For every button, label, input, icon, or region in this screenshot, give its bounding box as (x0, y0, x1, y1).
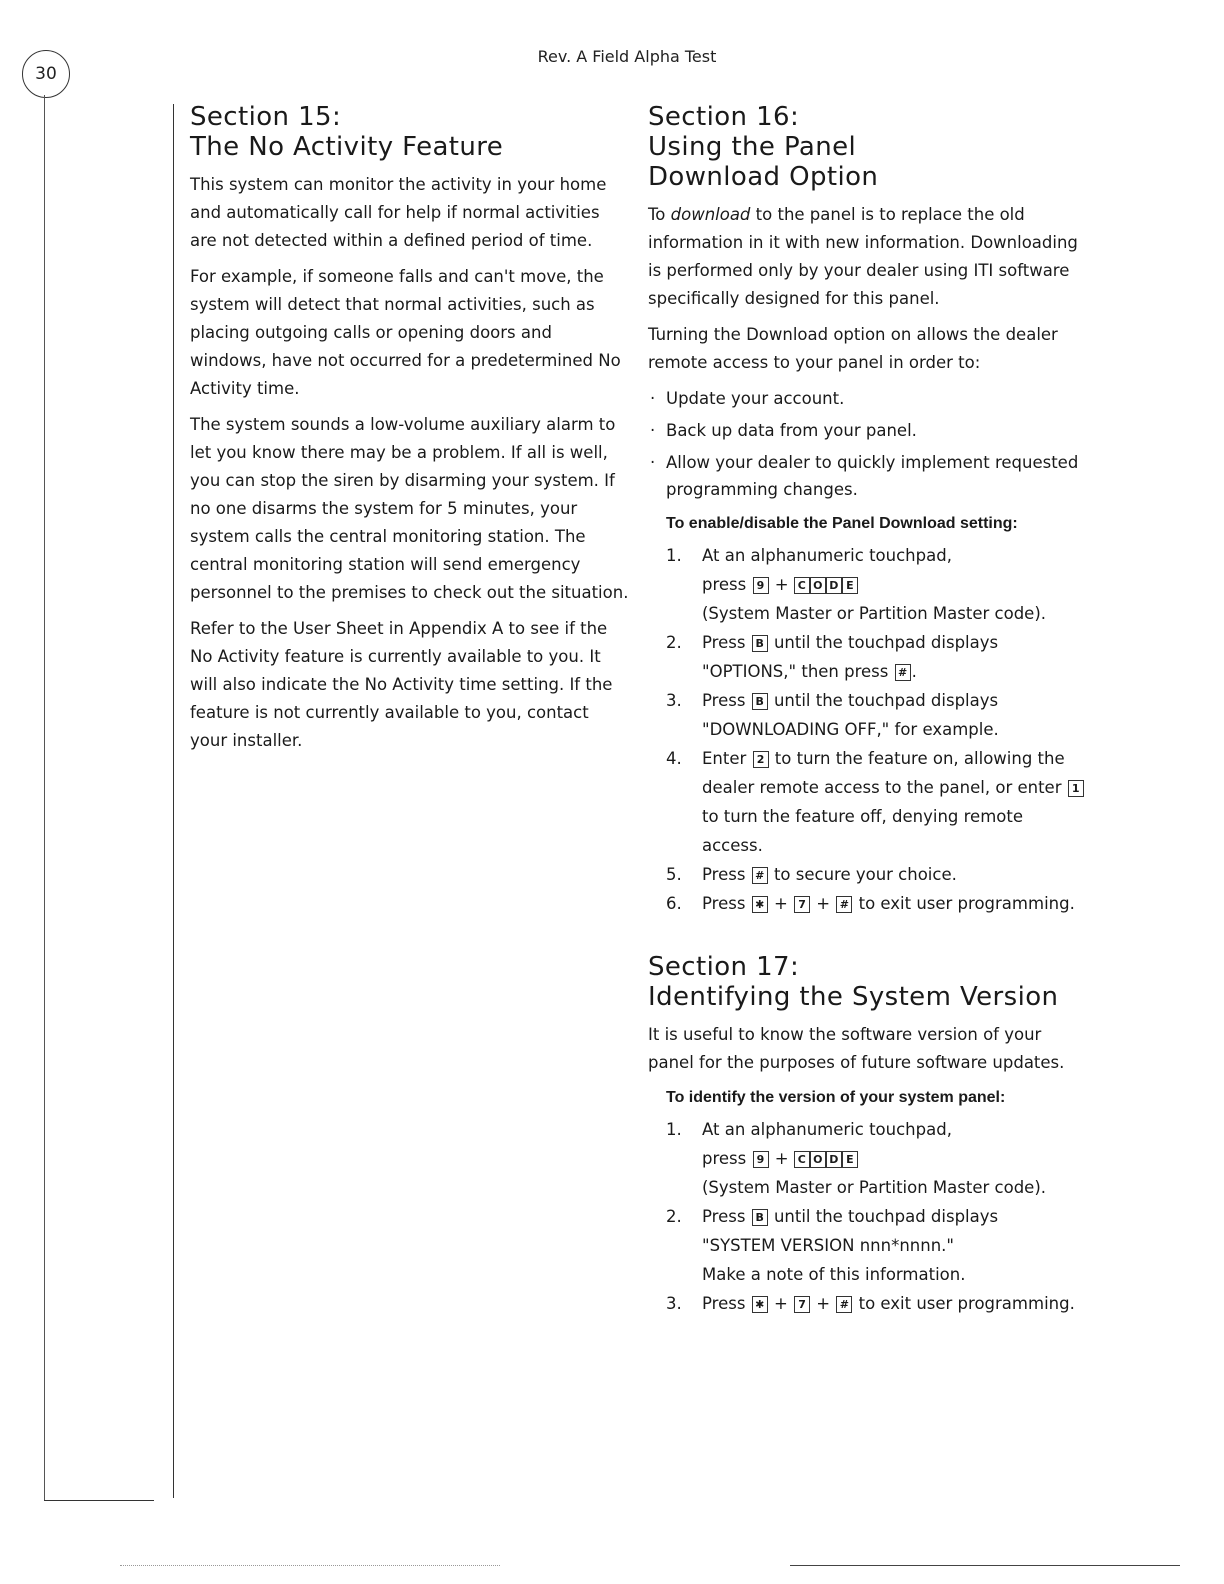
section-16-title-line2: Using the Panel (648, 132, 857, 162)
list-item-text: Update your account. (666, 389, 845, 408)
step-text: until the touchpad displays (773, 1207, 999, 1226)
step-number: 5. (666, 865, 682, 884)
section-17-title-line1: Section 17: (648, 952, 800, 982)
step-text: Enter (702, 749, 747, 768)
scan-artifact (790, 1565, 1180, 1566)
step-text: At an alphanumeric touchpad, (702, 546, 952, 565)
step-number: 6. (666, 894, 682, 913)
intro-post: to the panel is to replace the old information in it with new information. Downloading is performed only by your dealer using ITI software specifically designed for this panel. (648, 205, 1078, 308)
key-e-icon: E (842, 1151, 858, 1168)
bullet-icon: · (650, 453, 656, 472)
step-item: 2. Press B until the touchpad displays "OPTIONS," then press # . (648, 628, 1088, 686)
margin-rule (44, 95, 45, 1501)
section-17-title (648, 952, 1088, 1012)
step-item (648, 541, 1088, 628)
section-16-para-2: Turning the Download option on allows the dealer remote access to your panel in order to: (648, 325, 1058, 372)
key-hash-icon: # (836, 896, 852, 913)
step-text: to secure your choice. (773, 865, 957, 884)
section-15-para-1: This system can monitor the activity in your home and automatically call for help if normal activities are not detected within a defined period of time. (190, 175, 607, 250)
key-7-icon: 7 (794, 1296, 810, 1313)
step-number: 3. (666, 1294, 682, 1313)
section-16-title (648, 102, 1088, 192)
section-17-procedure-heading: To identify the version of your system panel: (666, 1089, 1006, 1106)
key-d-icon: D (826, 1151, 842, 1168)
section-16-steps (648, 541, 1088, 918)
plus-sign: + (816, 1294, 831, 1313)
key-7-icon: 7 (794, 896, 810, 913)
step-item (648, 1115, 1088, 1202)
step-number: 2. (666, 1207, 682, 1226)
key-c-icon: C (794, 1151, 810, 1168)
intro-emphasis: download (670, 205, 751, 224)
section-16-title-line3: Download Option (648, 162, 879, 192)
code-keys (794, 1149, 858, 1168)
key-b-icon: B (752, 693, 768, 710)
key-o-icon: O (810, 577, 826, 594)
key-hash-icon: # (752, 867, 768, 884)
section-15-title (190, 102, 630, 162)
section-17-title-line2: Identifying the System Version (648, 982, 1059, 1012)
step-item (648, 1289, 1088, 1318)
plus-sign: + (816, 894, 831, 913)
left-column (190, 102, 630, 763)
step-note: (System Master or Partition Master code). (702, 604, 1047, 623)
key-star-icon: ✱ (752, 1296, 768, 1313)
list-item (648, 385, 1088, 412)
step-item (648, 1202, 1088, 1289)
step-number: 2. (666, 633, 682, 652)
download-benefits-list (648, 385, 1088, 503)
key-e-icon: E (842, 577, 858, 594)
step-number: 3. (666, 691, 682, 710)
list-item-text: Allow your dealer to quickly implement requested programming changes. (666, 453, 1079, 499)
key-hash-icon: # (836, 1296, 852, 1313)
right-column (648, 102, 1088, 1318)
key-9-icon: 9 (753, 1151, 769, 1168)
section-16-procedure-heading: To enable/disable the Panel Download setting: (666, 515, 1018, 532)
section-17-intro: It is useful to know the software version of your panel for the purposes of future software updates. (648, 1025, 1065, 1072)
step-text: to exit user programming. (858, 1294, 1075, 1313)
section-15-title-line1: Section 15: (190, 102, 342, 132)
step-text: to turn the feature on, allowing the dealer remote access to the panel, or enter (702, 749, 1065, 797)
step-note: (System Master or Partition Master code). (702, 1178, 1047, 1197)
key-o-icon: O (810, 1151, 826, 1168)
step-item (648, 860, 1088, 889)
step-number: 4. (666, 749, 682, 768)
intro-pre: To (648, 205, 671, 224)
section-15-title-line2: The No Activity Feature (190, 132, 504, 162)
step-item (648, 686, 1088, 744)
step-text: Press (702, 1207, 746, 1226)
section-17-steps (648, 1115, 1088, 1318)
step-key-sequence (702, 570, 1088, 599)
step-text: "SYSTEM VERSION nnn*nnnn." (702, 1236, 954, 1255)
step-text: to exit user programming. (858, 894, 1075, 913)
section-15-para-2: For example, if someone falls and can't move, the system will detect that normal activities, such as placing outgoing calls or opening doors and windows, have not occurred for a predetermined No Activity time. (190, 267, 621, 398)
key-b-icon: B (752, 635, 768, 652)
plus-sign: + (774, 1149, 789, 1168)
section-17 (648, 952, 1088, 1318)
bullet-icon: · (650, 389, 656, 408)
key-b-icon: B (752, 1209, 768, 1226)
plus-sign: + (773, 894, 788, 913)
key-d-icon: D (826, 577, 842, 594)
step-text: until the touchpad displays (773, 691, 999, 710)
step-item (648, 744, 1088, 860)
step-text: press (702, 1149, 747, 1168)
step-text: until the touchpad displays (773, 633, 999, 652)
key-star-icon: ✱ (752, 896, 768, 913)
key-9-icon: 9 (753, 577, 769, 594)
step-text: Make a note of this information. (702, 1265, 966, 1284)
margin-footer-rule (44, 1500, 154, 1501)
key-2-icon: 2 (753, 751, 769, 768)
section-15-para-4: Refer to the User Sheet in Appendix A to see if the No Activity feature is currently available to you. It will also indicate the No Activity time setting. If the feature is not currently available to you, contact your installer. (190, 619, 613, 750)
step-text: Press (702, 1294, 746, 1313)
section-15-para-3: The system sounds a low-volume auxiliary alarm to let you know there may be a problem. If all is well, you can stop the siren by disarming your system. If no one disarms the system for 5 minutes, your system calls the central monitoring station. The central monitoring station will send emergency personnel to the premises to check out the situation. (190, 415, 629, 602)
running-header: Rev. A Field Alpha Test (537, 47, 717, 66)
list-item (648, 417, 1088, 444)
step-text: "DOWNLOADING OFF," for example. (702, 720, 999, 739)
key-c-icon: C (794, 577, 810, 594)
key-hash-icon: # (895, 664, 911, 681)
step-text: Press (702, 691, 746, 710)
step-text: Press (702, 865, 746, 884)
step-item (648, 889, 1088, 918)
step-text: Press (702, 894, 746, 913)
step-text: At an alphanumeric touchpad, (702, 1120, 952, 1139)
section-16-title-line1: Section 16: (648, 102, 800, 132)
plus-sign: + (773, 1294, 788, 1313)
step-number: 1. (666, 546, 682, 565)
step-text: Press (702, 633, 746, 652)
column-rule (173, 104, 174, 1498)
key-1-icon: 1 (1068, 780, 1084, 797)
section-16-intro (648, 201, 1088, 313)
step-number: 1. (666, 1120, 682, 1139)
step-key-sequence (702, 1144, 1088, 1173)
step-text: press (702, 575, 747, 594)
step-text: "OPTIONS," then press (702, 662, 889, 681)
plus-sign: + (774, 575, 789, 594)
page-number: 30 (35, 64, 57, 84)
step-text: to turn the feature off, denying remote access. (702, 807, 1023, 855)
code-keys (794, 575, 858, 594)
list-item (648, 449, 1088, 503)
list-item-text: Back up data from your panel. (666, 421, 917, 440)
bullet-icon: · (650, 421, 656, 440)
scan-artifact (120, 1565, 500, 1566)
